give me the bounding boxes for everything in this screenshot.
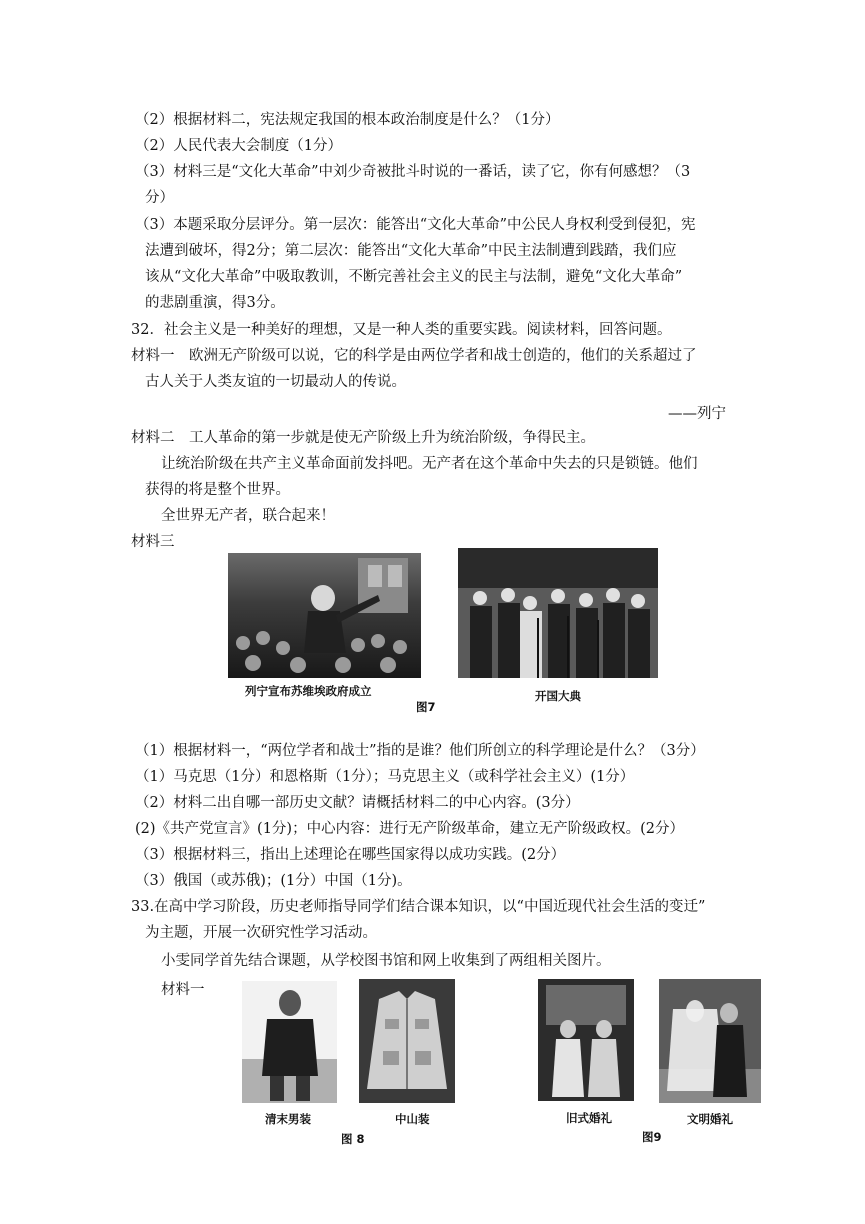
text-line: 该从“文化大革命”中吸取教训，不断完善社会主义的民主与法制，避免“文化大革命” [145, 269, 683, 285]
figure-caption: 清末男装 [265, 1112, 311, 1126]
quote-attribution: ——列宁 [668, 406, 726, 422]
material-1-label: 材料一 [161, 982, 205, 998]
text-line: 获得的将是整个世界。 [145, 482, 290, 498]
figure-label: 图 8 [341, 1132, 365, 1146]
text-line: （1）马克思（1分）和恩格斯（1分）；马克思主义（或科学社会主义）(1分） [135, 769, 635, 785]
text-line: 分） [145, 190, 174, 206]
lenin-photo [228, 553, 421, 678]
text-line: 全世界无产者，联合起来！ [161, 508, 335, 524]
text-line: 古人关于人类友谊的一切最动人的传说。 [145, 374, 406, 390]
text-line: （2）根据材料二，宪法规定我国的根本政治制度是什么？（1分） [135, 112, 560, 128]
question-32-stem: 32．社会主义是一种美好的理想，又是一种人类的重要实践。阅读材料，回答问题。 [131, 322, 672, 338]
material-2: 材料二 工人革命的第一步就是使无产阶级上升为统治阶级，争得民主。 [131, 430, 595, 446]
figure-label: 图7 [416, 700, 436, 714]
text-line: 为主题，开展一次研究性学习活动。 [145, 925, 377, 941]
text-line: （2）人民代表大会制度（1分） [135, 138, 342, 154]
zhongshan-suit-photo [359, 979, 455, 1103]
text-line: （3）俄国（或苏俄)；(1分）中国（1分)。 [135, 873, 412, 889]
text-line: (2)《共产党宣言》(1分)；中心内容：进行无产阶级革命，建立无产阶级政权。(2分） [135, 821, 684, 837]
figure-caption: 中山装 [395, 1112, 430, 1126]
figure-caption: 开国大典 [535, 689, 581, 703]
figure-caption: 列宁宣布苏维埃政府成立 [245, 684, 372, 698]
text-line: （2）材料二出自哪一部历史文献？请概括材料二的中心内容。(3分） [135, 795, 580, 811]
figure-caption: 旧式婚礼 [566, 1111, 612, 1125]
material-3-label: 材料三 [131, 534, 175, 550]
question-33-stem: 33.在高中学习阶段，历史老师指导同学们结合课本知识，以“中国近现代社会生活的变迁” [131, 899, 706, 915]
founding-ceremony-photo [458, 548, 658, 678]
material-1: 材料一 欧洲无产阶级可以说，它的科学是由两位学者和战士创造的，他们的关系超过了 [131, 348, 697, 364]
text-line: 小雯同学首先结合课题，从学校图书馆和网上收集到了两组相关图片。 [161, 953, 611, 969]
text-line: （3）本题采取分层评分。第一层次：能答出“文化大革命”中公民人身权利受到侵犯，宪 [135, 217, 696, 233]
figure-label: 图9 [642, 1130, 662, 1144]
text-line: 法遭到破坏，得2分；第二层次：能答出“文化大革命”中民主法制遭到践踏，我们应 [145, 243, 677, 259]
qing-menswear-photo [242, 981, 337, 1103]
text-line: 的悲剧重演，得3分。 [145, 295, 285, 311]
text-line: 让统治阶级在共产主义革命面前发抖吧。无产者在这个革命中失去的只是锁链。他们 [161, 456, 698, 472]
text-line: （3）根据材料三，指出上述理论在哪些国家得以成功实践。(2分） [135, 847, 566, 863]
civilized-wedding-photo [659, 979, 761, 1103]
text-line: （1）根据材料一，“两位学者和战士”指的是谁？他们所创立的科学理论是什么？（3分） [135, 743, 705, 759]
old-style-wedding-photo [538, 979, 634, 1101]
figure-caption: 文明婚礼 [687, 1112, 733, 1126]
text-line: （3）材料三是“文化大革命”中刘少奇被批斗时说的一番话，读了它，你有何感想？（3 [135, 164, 691, 180]
